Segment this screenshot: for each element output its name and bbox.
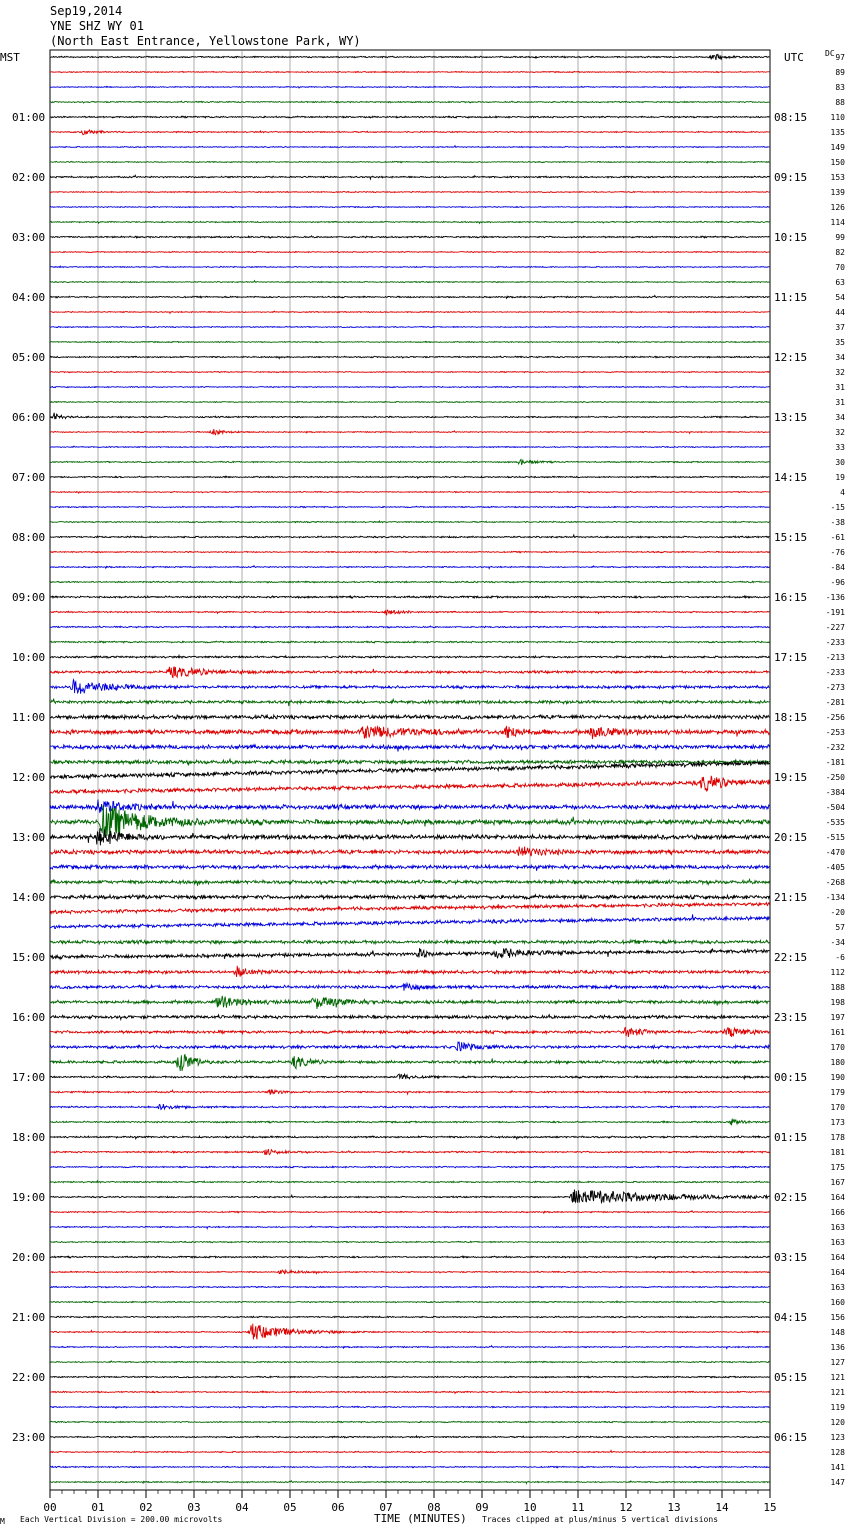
left-hour-label: 06:00 bbox=[12, 411, 46, 424]
right-hour-label: 03:15 bbox=[774, 1251, 808, 1264]
trace-13 bbox=[50, 251, 769, 252]
right-hour-label: 08:15 bbox=[774, 111, 808, 124]
dc-offset-value: 120 bbox=[830, 1418, 845, 1427]
dc-offset-value: -268 bbox=[825, 878, 845, 887]
dc-offset-value: 121 bbox=[830, 1388, 845, 1397]
trace-68 bbox=[50, 1074, 769, 1079]
trace-43 bbox=[50, 699, 769, 706]
x-tick-label: 13 bbox=[667, 1501, 681, 1514]
dc-offset-value: 19 bbox=[835, 473, 845, 482]
trace-89 bbox=[50, 1391, 769, 1393]
trace-29 bbox=[50, 491, 769, 493]
station-label: YNE SHZ WY 01 bbox=[50, 19, 144, 33]
corner-mark: M bbox=[0, 1517, 5, 1526]
x-tick-label: 14 bbox=[715, 1501, 729, 1514]
trace-41 bbox=[50, 667, 769, 678]
left-hour-label: 13:00 bbox=[12, 831, 46, 844]
dc-offset-value: -181 bbox=[825, 758, 845, 767]
dc-offset-values bbox=[826, 53, 845, 1487]
dc-offset-value: -470 bbox=[825, 848, 845, 857]
trace-55 bbox=[50, 879, 769, 885]
trace-25 bbox=[50, 429, 769, 435]
trace-46 bbox=[50, 744, 769, 751]
dc-offset-value: 99 bbox=[835, 233, 845, 242]
x-tick-label: 10 bbox=[523, 1501, 537, 1514]
trace-94 bbox=[50, 1466, 769, 1467]
dc-offset-value: -213 bbox=[825, 653, 845, 662]
right-hour-label: 15:15 bbox=[774, 531, 808, 544]
trace-54 bbox=[50, 865, 769, 871]
dc-offset-value: 135 bbox=[830, 128, 845, 137]
dc-offset-value: 163 bbox=[830, 1223, 845, 1232]
right-hour-label: 21:15 bbox=[774, 891, 808, 904]
trace-26 bbox=[50, 446, 769, 447]
trace-12 bbox=[50, 236, 769, 238]
dc-offset-value: 128 bbox=[830, 1448, 845, 1457]
left-hour-label: 05:00 bbox=[12, 351, 46, 364]
trace-95 bbox=[50, 1481, 769, 1484]
trace-37 bbox=[50, 610, 769, 615]
left-timezone-label: MST bbox=[0, 51, 20, 64]
dc-offset-value: -515 bbox=[825, 833, 845, 842]
dc-offset-value: -227 bbox=[825, 623, 845, 632]
trace-34 bbox=[50, 566, 769, 569]
trace-11 bbox=[50, 221, 769, 223]
trace-87 bbox=[50, 1361, 769, 1363]
x-tick-label: 06 bbox=[331, 1501, 345, 1514]
dc-offset-value: -191 bbox=[825, 608, 845, 617]
dc-offset-value: 147 bbox=[830, 1478, 845, 1487]
trace-84 bbox=[50, 1316, 769, 1318]
right-hour-label: 11:15 bbox=[774, 291, 808, 304]
dc-offset-value: 161 bbox=[830, 1028, 845, 1037]
dc-offset-value: 179 bbox=[830, 1088, 845, 1097]
trace-50 bbox=[50, 800, 769, 813]
dc-offset-value: 153 bbox=[830, 173, 845, 182]
right-hour-label: 02:15 bbox=[774, 1191, 808, 1204]
trace-44 bbox=[50, 715, 769, 719]
trace-71 bbox=[50, 1119, 769, 1126]
trace-90 bbox=[50, 1406, 769, 1408]
trace-78 bbox=[50, 1226, 769, 1229]
dc-offset-value: -405 bbox=[825, 863, 845, 872]
dc-offset-value: 89 bbox=[835, 68, 845, 77]
right-hour-label: 18:15 bbox=[774, 711, 808, 724]
trace-93 bbox=[50, 1450, 769, 1452]
dc-offset-value: 88 bbox=[835, 98, 845, 107]
trace-38 bbox=[50, 626, 769, 628]
dc-offset-value: 32 bbox=[835, 428, 845, 437]
dc-offset-value: -273 bbox=[825, 683, 845, 692]
dc-offset-value: 197 bbox=[830, 1013, 845, 1022]
right-hour-label: 01:15 bbox=[774, 1131, 808, 1144]
dc-offset-value: 166 bbox=[830, 1208, 845, 1217]
dc-offset-value: -20 bbox=[830, 908, 845, 917]
dc-offset-value: 4 bbox=[840, 488, 845, 497]
trace-79 bbox=[50, 1241, 769, 1242]
left-hour-label: 04:00 bbox=[12, 291, 46, 304]
trace-53 bbox=[50, 846, 769, 856]
dc-label: DC bbox=[825, 49, 835, 58]
trace-73 bbox=[50, 1149, 769, 1155]
trace-48 bbox=[50, 761, 769, 779]
left-hour-label: 20:00 bbox=[12, 1251, 46, 1264]
x-tick-label: 07 bbox=[379, 1501, 393, 1514]
dc-offset-value: 156 bbox=[830, 1313, 845, 1322]
trace-64 bbox=[50, 1015, 769, 1020]
x-tick-label: 15 bbox=[763, 1501, 777, 1514]
dc-offset-value: 188 bbox=[830, 983, 845, 992]
dc-offset-value: -84 bbox=[830, 563, 845, 572]
trace-83 bbox=[50, 1301, 769, 1303]
right-timezone-label: UTC bbox=[784, 51, 804, 64]
right-hour-label: 16:15 bbox=[774, 591, 808, 604]
trace-62 bbox=[50, 983, 769, 990]
left-hour-label: 19:00 bbox=[12, 1191, 46, 1204]
dc-offset-value: 163 bbox=[830, 1238, 845, 1247]
left-hour-label: 23:00 bbox=[12, 1431, 46, 1444]
dc-offset-value: 164 bbox=[830, 1253, 845, 1262]
trace-22 bbox=[50, 386, 769, 387]
trace-77 bbox=[50, 1211, 769, 1213]
x-tick-label: 11 bbox=[571, 1501, 585, 1514]
dc-offset-value: -61 bbox=[830, 533, 845, 542]
trace-36 bbox=[50, 596, 769, 598]
dc-offset-value: -76 bbox=[830, 548, 845, 557]
dc-offset-value: -384 bbox=[825, 788, 845, 797]
dc-offset-value: 163 bbox=[830, 1283, 845, 1292]
dc-offset-value: 149 bbox=[830, 143, 845, 152]
right-hour-label: 06:15 bbox=[774, 1431, 808, 1444]
dc-offset-value: 167 bbox=[830, 1178, 845, 1187]
trace-63 bbox=[50, 996, 769, 1009]
dc-offset-value: 97 bbox=[835, 53, 845, 62]
x-tick-label: 03 bbox=[187, 1501, 201, 1514]
dc-offset-value: 178 bbox=[830, 1133, 845, 1142]
dc-offset-value: 175 bbox=[830, 1163, 845, 1172]
dc-offset-value: -96 bbox=[830, 578, 845, 587]
left-hour-label: 22:00 bbox=[12, 1371, 46, 1384]
trace-60 bbox=[50, 948, 769, 959]
right-hour-label: 22:15 bbox=[774, 951, 808, 964]
trace-47 bbox=[50, 759, 769, 765]
dc-offset-value: -256 bbox=[825, 713, 845, 722]
dc-offset-value: 32 bbox=[835, 368, 845, 377]
trace-45 bbox=[50, 726, 769, 739]
dc-offset-value: 173 bbox=[830, 1118, 845, 1127]
dc-offset-value: -134 bbox=[825, 893, 845, 902]
dc-offset-value: 31 bbox=[835, 398, 845, 407]
dc-offset-value: 83 bbox=[835, 83, 845, 92]
x-tick-label: 04 bbox=[235, 1501, 249, 1514]
trace-17 bbox=[50, 311, 769, 313]
right-hour-label: 12:15 bbox=[774, 351, 808, 364]
right-hour-label: 19:15 bbox=[774, 771, 808, 784]
dc-offset-value: 198 bbox=[830, 998, 845, 1007]
location-label: (North East Entrance, Yellowstone Park, WY) bbox=[50, 34, 361, 48]
dc-offset-value: 57 bbox=[835, 923, 845, 932]
trace-35 bbox=[50, 581, 769, 583]
dc-offset-value: 110 bbox=[830, 113, 845, 122]
right-hour-label: 05:15 bbox=[774, 1371, 808, 1384]
left-hour-label: 01:00 bbox=[12, 111, 46, 124]
dc-offset-value: 121 bbox=[830, 1373, 845, 1382]
trace-57 bbox=[50, 903, 769, 914]
dc-offset-value: 170 bbox=[830, 1043, 845, 1052]
scale-note: Each Vertical Division = 200.00 microvolts bbox=[20, 1515, 223, 1524]
dc-offset-value: 164 bbox=[830, 1193, 845, 1202]
trace-65 bbox=[50, 1027, 769, 1037]
trace-61 bbox=[50, 966, 769, 977]
right-hour-label: 17:15 bbox=[774, 651, 808, 664]
dc-offset-value: 54 bbox=[835, 293, 845, 302]
dc-offset-value: -15 bbox=[830, 503, 845, 512]
dc-offset-value: 31 bbox=[835, 383, 845, 392]
dc-offset-value: 190 bbox=[830, 1073, 845, 1082]
dc-offset-value: 150 bbox=[830, 158, 845, 167]
trace-39 bbox=[50, 641, 769, 643]
dc-offset-value: 170 bbox=[830, 1103, 845, 1112]
dc-offset-value: 33 bbox=[835, 443, 845, 452]
dc-offset-value: -250 bbox=[825, 773, 845, 782]
dc-offset-value: 82 bbox=[835, 248, 845, 257]
trace-10 bbox=[50, 206, 769, 207]
dc-offset-value: -233 bbox=[825, 638, 845, 647]
trace-86 bbox=[50, 1346, 769, 1349]
dc-offset-value: 181 bbox=[830, 1148, 845, 1157]
dc-offset-value: -253 bbox=[825, 728, 845, 737]
trace-2 bbox=[50, 86, 769, 88]
trace-32 bbox=[50, 535, 769, 538]
dc-offset-value: 112 bbox=[830, 968, 845, 977]
dc-offset-value: 114 bbox=[830, 218, 845, 227]
right-hour-label: 23:15 bbox=[774, 1011, 808, 1024]
left-hour-label: 11:00 bbox=[12, 711, 46, 724]
trace-72 bbox=[50, 1136, 769, 1139]
trace-21 bbox=[50, 371, 769, 373]
dc-offset-value: 139 bbox=[830, 188, 845, 197]
x-axis bbox=[43, 1490, 776, 1514]
trace-59 bbox=[50, 940, 769, 944]
trace-82 bbox=[50, 1286, 769, 1288]
left-hour-label: 08:00 bbox=[12, 531, 46, 544]
trace-0 bbox=[50, 54, 769, 59]
trace-6 bbox=[50, 146, 769, 148]
right-hour-labels bbox=[774, 111, 807, 1444]
trace-58 bbox=[50, 914, 769, 928]
trace-91 bbox=[50, 1421, 769, 1422]
trace-8 bbox=[50, 175, 769, 179]
x-tick-label: 00 bbox=[43, 1501, 57, 1514]
x-tick-label: 01 bbox=[91, 1501, 105, 1514]
dc-offset-value: -504 bbox=[825, 803, 845, 812]
trace-19 bbox=[50, 341, 769, 343]
trace-88 bbox=[50, 1376, 769, 1378]
right-hour-label: 10:15 bbox=[774, 231, 808, 244]
trace-16 bbox=[50, 295, 769, 298]
trace-52 bbox=[50, 828, 769, 845]
trace-67 bbox=[50, 1055, 769, 1071]
dc-offset-value: 127 bbox=[830, 1358, 845, 1367]
dc-offset-value: 180 bbox=[830, 1058, 845, 1067]
left-hour-label: 21:00 bbox=[12, 1311, 46, 1324]
trace-23 bbox=[50, 401, 769, 402]
dc-offset-value: 148 bbox=[830, 1328, 845, 1337]
right-hour-label: 09:15 bbox=[774, 171, 808, 184]
x-tick-label: 08 bbox=[427, 1501, 441, 1514]
dc-offset-value: -281 bbox=[825, 698, 845, 707]
left-hour-label: 17:00 bbox=[12, 1071, 46, 1084]
trace-42 bbox=[50, 680, 769, 694]
trace-1 bbox=[50, 71, 769, 72]
trace-24 bbox=[50, 413, 769, 419]
dc-offset-value: 123 bbox=[830, 1433, 845, 1442]
dc-offset-value: 34 bbox=[835, 353, 845, 362]
dc-offset-value: 44 bbox=[835, 308, 845, 317]
trace-20 bbox=[50, 356, 769, 358]
trace-30 bbox=[50, 506, 769, 507]
trace-15 bbox=[50, 281, 769, 283]
trace-31 bbox=[50, 521, 769, 523]
trace-66 bbox=[50, 1042, 769, 1051]
left-hour-label: 10:00 bbox=[12, 651, 46, 664]
dc-offset-value: -232 bbox=[825, 743, 845, 752]
left-hour-label: 12:00 bbox=[12, 771, 46, 784]
right-hour-label: 13:15 bbox=[774, 411, 808, 424]
dc-offset-value: -136 bbox=[825, 593, 845, 602]
trace-7 bbox=[50, 161, 769, 163]
x-tick-label: 12 bbox=[619, 1501, 633, 1514]
trace-18 bbox=[50, 326, 769, 327]
trace-76 bbox=[50, 1190, 769, 1203]
dc-offset-value: 119 bbox=[830, 1403, 845, 1412]
dc-offset-value: 70 bbox=[835, 263, 845, 272]
trace-85 bbox=[50, 1324, 769, 1340]
trace-92 bbox=[50, 1436, 769, 1438]
left-hour-label: 18:00 bbox=[12, 1131, 46, 1144]
dc-offset-value: 141 bbox=[830, 1463, 845, 1472]
right-hour-label: 14:15 bbox=[774, 471, 808, 484]
dc-offset-value: -535 bbox=[825, 818, 845, 827]
seismic-traces bbox=[50, 54, 769, 1483]
dc-offset-value: 63 bbox=[835, 278, 845, 287]
trace-74 bbox=[50, 1166, 769, 1168]
dc-offset-value: -38 bbox=[830, 518, 845, 527]
trace-56 bbox=[50, 895, 769, 899]
trace-5 bbox=[50, 130, 769, 135]
left-hour-label: 09:00 bbox=[12, 591, 46, 604]
trace-33 bbox=[50, 551, 769, 552]
trace-80 bbox=[50, 1256, 769, 1258]
right-hour-label: 04:15 bbox=[774, 1311, 808, 1324]
dc-offset-value: -6 bbox=[835, 953, 845, 962]
dc-offset-value: -233 bbox=[825, 668, 845, 677]
trace-3 bbox=[50, 101, 769, 103]
dc-offset-value: 164 bbox=[830, 1268, 845, 1277]
x-axis-label: TIME (MINUTES) bbox=[374, 1512, 467, 1525]
left-hour-label: 15:00 bbox=[12, 951, 46, 964]
left-hour-label: 02:00 bbox=[12, 171, 46, 184]
trace-75 bbox=[50, 1181, 769, 1183]
dc-offset-value: 35 bbox=[835, 338, 845, 347]
left-hour-label: 14:00 bbox=[12, 891, 46, 904]
trace-9 bbox=[50, 191, 769, 192]
trace-28 bbox=[50, 476, 769, 478]
dc-offset-value: 30 bbox=[835, 458, 845, 467]
left-hour-labels bbox=[12, 111, 45, 1444]
left-hour-label: 16:00 bbox=[12, 1011, 46, 1024]
x-tick-label: 09 bbox=[475, 1501, 489, 1514]
trace-27 bbox=[50, 459, 769, 464]
left-hour-label: 07:00 bbox=[12, 471, 46, 484]
trace-49 bbox=[50, 776, 769, 794]
left-hour-label: 03:00 bbox=[12, 231, 46, 244]
trace-40 bbox=[50, 655, 769, 658]
trace-81 bbox=[50, 1270, 769, 1274]
dc-offset-value: 126 bbox=[830, 203, 845, 212]
dc-offset-value: -34 bbox=[830, 938, 845, 947]
trace-69 bbox=[50, 1089, 769, 1094]
date-label: Sep19,2014 bbox=[50, 4, 123, 18]
clip-note: Traces clipped at plus/minus 5 vertical divisions bbox=[482, 1515, 719, 1524]
dc-offset-value: 37 bbox=[835, 323, 845, 332]
dc-offset-value: 34 bbox=[835, 413, 845, 422]
right-hour-label: 00:15 bbox=[774, 1071, 808, 1084]
x-tick-label: 05 bbox=[283, 1501, 297, 1514]
trace-14 bbox=[50, 266, 769, 267]
dc-offset-value: 160 bbox=[830, 1298, 845, 1307]
x-tick-label: 02 bbox=[139, 1501, 153, 1514]
trace-51 bbox=[50, 805, 769, 838]
right-hour-label: 20:15 bbox=[774, 831, 808, 844]
dc-offset-value: 136 bbox=[830, 1343, 845, 1352]
trace-4 bbox=[50, 116, 769, 118]
trace-70 bbox=[50, 1104, 769, 1109]
